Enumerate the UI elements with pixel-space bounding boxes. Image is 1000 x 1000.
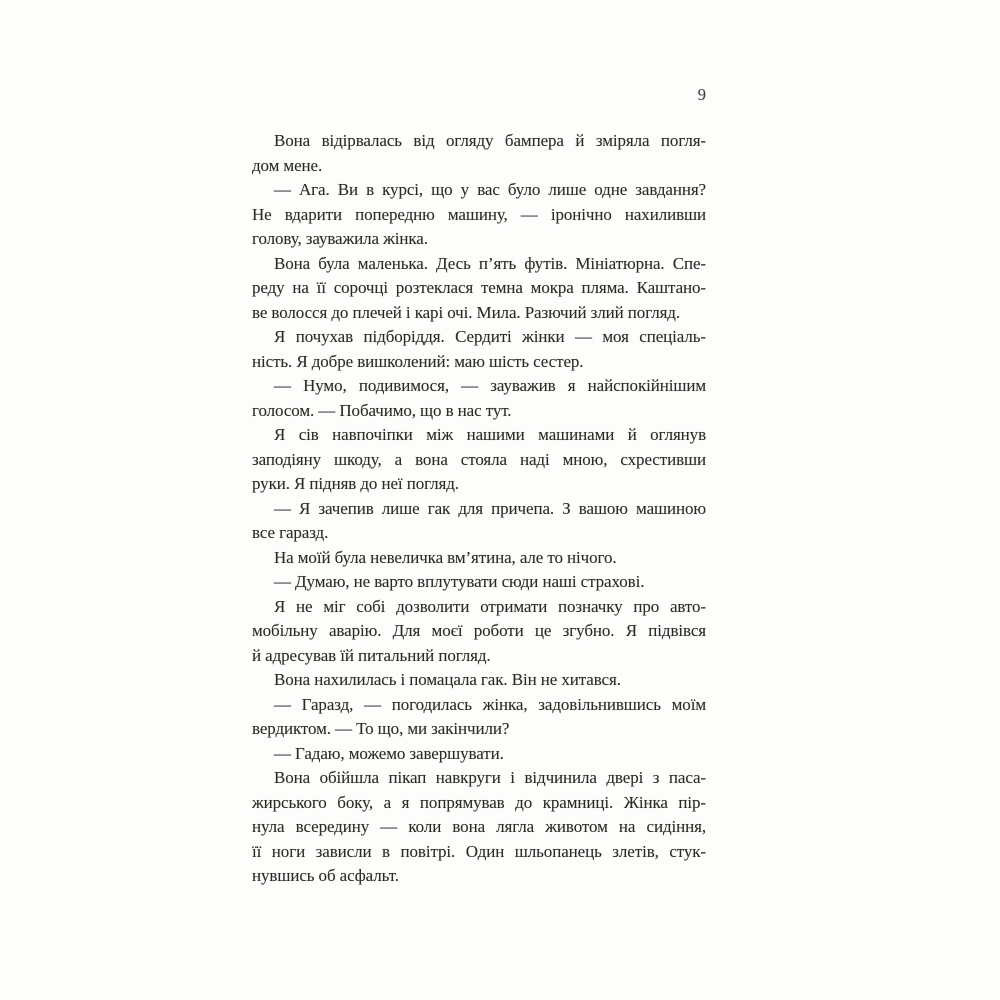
text-line: — Нумо, подивимося, — зауважив я найспокійнішим [274, 376, 706, 395]
text-line: На моїй була невеличка вм’ятина, але то нічого. [274, 547, 617, 567]
text-line: голосом. — Побачимо, що в нас тут. [252, 400, 512, 420]
page-number: 9 [697, 85, 706, 104]
text-line: Вона відірвалась від огляду бампера й зміряла погля- [274, 131, 706, 150]
text-line: нула всередину — коли вона лягла животом на сидіння, [252, 817, 706, 836]
text-line: голову, зауважила жінка. [252, 229, 428, 248]
text-line: Вона була маленька. Десь п’ять футів. Мініатюрна. Спе- [274, 253, 706, 273]
text-line: заподіяну шкоду, а вона стояла наді мною, схрестивши [252, 449, 706, 469]
page-text [252, 129, 706, 889]
text-line: Вона обійшла пікап навкруги і відчинила двері з паса- [274, 768, 706, 787]
text-line: жирського боку, а я попрямував до крамниці. Жінка пір- [252, 792, 706, 812]
text-line: Не вдарити попередню машину, — іронічно нахиливши [252, 204, 706, 224]
text-line: реду на її сорочці розтеклася темна мокра пляма. Каштано- [252, 278, 706, 297]
text-line: Я почухав підборіддя. Сердиті жінки — моя спеціаль- [274, 327, 706, 346]
text-line: мобільну аварію. Для моєї роботи це згубно. Я підвівся [252, 621, 706, 640]
text-line: — Ага. Ви в курсі, що у вас було лише одне завдання? [274, 180, 706, 199]
text-line: — Гаразд, — погодилась жінка, задовільнившись моїм [274, 694, 706, 714]
text-line: ність. Я добре вишколений: маю шість сестер. [252, 351, 584, 371]
text-line: — Думаю, не варто вплутувати сюди наші страхові. [274, 572, 645, 591]
text-line: її ноги зависли в повітрі. Один шльопанець злетів, стук- [252, 841, 706, 861]
text-line: Я не міг собі дозволити отримати позначку про авто- [274, 596, 706, 616]
text-line: все гаразд. [252, 523, 329, 542]
text-line: Вона нахилилась і помацала гак. Він не хитався. [274, 670, 621, 689]
text-line: руки. Я підняв до неї погляд. [252, 474, 459, 493]
text-line: Я сів навпочіпки між нашими машинами й оглянув [274, 425, 706, 444]
text-line: й адресував їй питальний погляд. [252, 645, 491, 665]
text-line: — Гадаю, можемо завершувати. [274, 743, 504, 763]
text-line: вердиктом. — То що, ми закінчили? [252, 719, 510, 738]
text-line: ве волосся до плечей і карі очі. Мила. Разючий злий погляд. [252, 302, 681, 322]
text-line: нувшись об асфальт. [252, 866, 399, 885]
text-line: — Я зачепив лише гак для причепа. З вашою машиною [274, 498, 706, 518]
text-line: дом мене. [252, 155, 323, 175]
